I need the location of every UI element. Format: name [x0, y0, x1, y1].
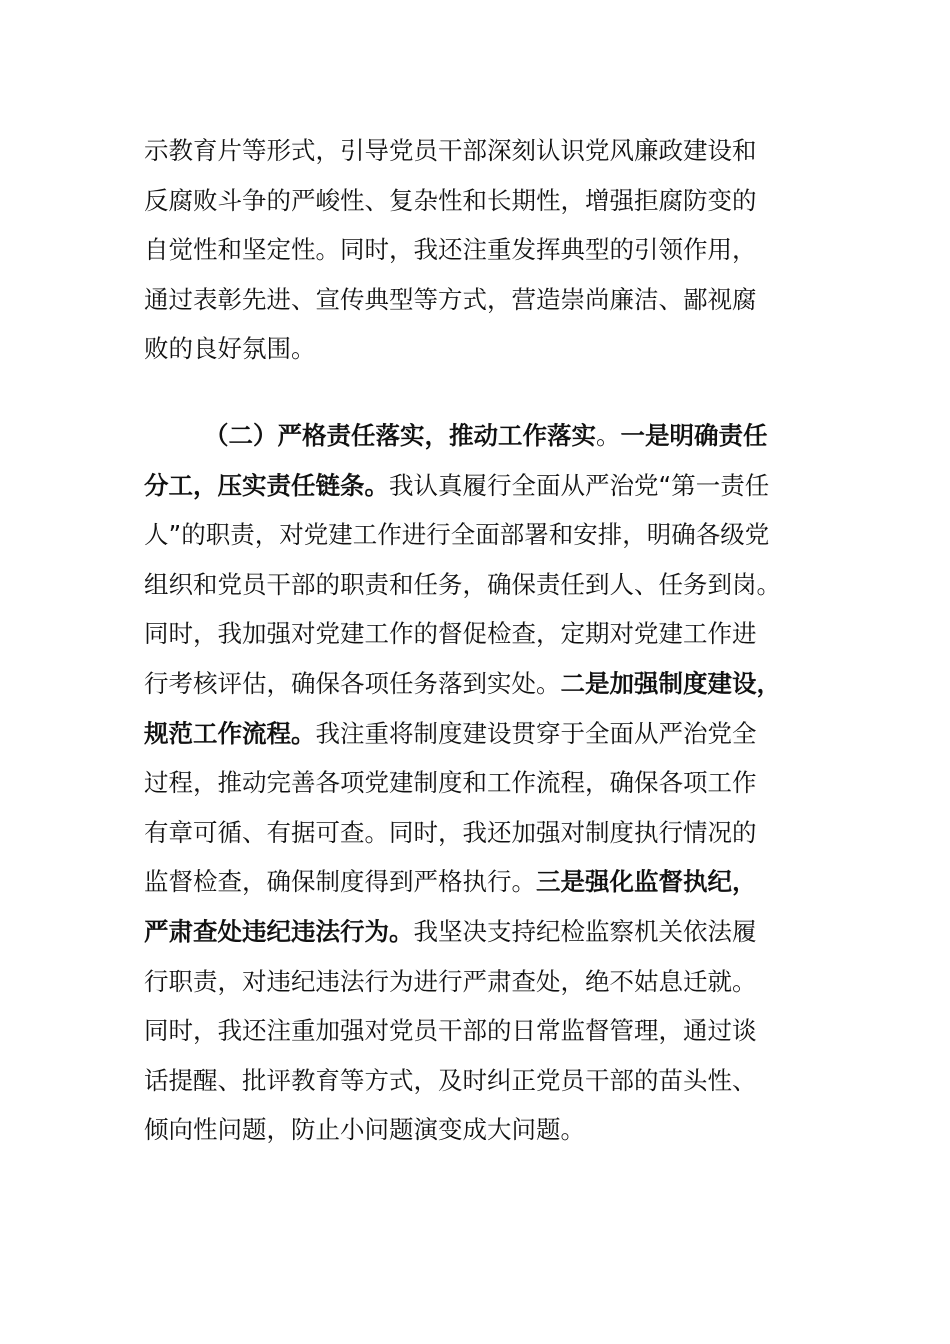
- point-one-heading-cont: 分工，压实责任链条。: [144, 470, 389, 500]
- paragraph-line: 话提醒、批评教育等方式，及时纠正党员干部的苗头性、: [144, 1065, 757, 1095]
- paragraph-line: 败的良好氛围。: [144, 334, 316, 364]
- point-three-heading-cont: 严肃查处违纪违法行为。: [144, 916, 414, 946]
- paragraph-line: [144, 461, 814, 511]
- point-three-heading: 三是强化监督执纪，: [536, 867, 757, 897]
- paragraph-line: [144, 857, 814, 907]
- paragraph-line: [144, 709, 814, 759]
- point-two-heading-cont: 规范工作流程。: [144, 718, 316, 748]
- paragraph-line: 示教育片等形式，引导党员干部深刻认识党风廉政建设和: [144, 136, 757, 165]
- point-two-heading: 二是加强制度建设，: [560, 668, 781, 698]
- paragraph-line: 反腐败斗争的严峻性、复杂性和长期性，增强拒腐防变的: [144, 185, 757, 215]
- paragraph-line: 组织和党员干部的职责和任务，确保责任到人、任务到岗。: [144, 569, 781, 599]
- body-text: 监督检查，确保制度得到严格执行。: [144, 867, 536, 897]
- point-one-heading: 一是明确责任: [620, 421, 768, 450]
- body-text: 行考核评估，确保各项任务落到实处。: [144, 668, 561, 698]
- paragraph-line: [144, 907, 814, 957]
- paragraph-2: [144, 411, 814, 1155]
- paragraph-1: [144, 126, 814, 374]
- section-heading: （二）严格责任落实，推动工作落实: [204, 421, 596, 450]
- body-text: 我坚决支持纪检监察机关依法履: [413, 916, 757, 946]
- section-heading-line: [144, 411, 814, 461]
- paragraph-line: 过程，推动完善各项党建制度和工作流程，确保各项工作: [144, 768, 757, 798]
- paragraph-line: 同时，我还注重加强对党员干部的日常监督管理，通过谈: [144, 1016, 757, 1046]
- heading-period: 。: [596, 421, 621, 450]
- paragraph-line: 行职责，对违纪违法行为进行严肃查处，绝不姑息迁就。: [144, 966, 757, 996]
- paragraph-line: 倾向性问题，防止小问题演变成大问题。: [144, 1115, 585, 1145]
- paragraph-line: 自觉性和坚定性。同时，我还注重发挥典型的引领作用，: [144, 235, 757, 265]
- body-text: 我注重将制度建设贯穿于全面从严治党全: [315, 718, 757, 748]
- paragraph-line: [144, 659, 814, 709]
- paragraph-line: 同时，我加强对党建工作的督促检查，定期对党建工作进: [144, 619, 757, 649]
- paragraph-line: 通过表彰先进、宣传典型等方式，营造崇尚廉洁、鄙视腐: [144, 284, 757, 314]
- paragraph-line: 人”的职责，对党建工作进行全面部署和安排，明确各级党: [144, 520, 770, 550]
- paragraph-line: 有章可循、有据可查。同时，我还加强对制度执行情况的: [144, 817, 757, 847]
- body-text: 我认真履行全面从严治党“第一责任: [389, 470, 770, 500]
